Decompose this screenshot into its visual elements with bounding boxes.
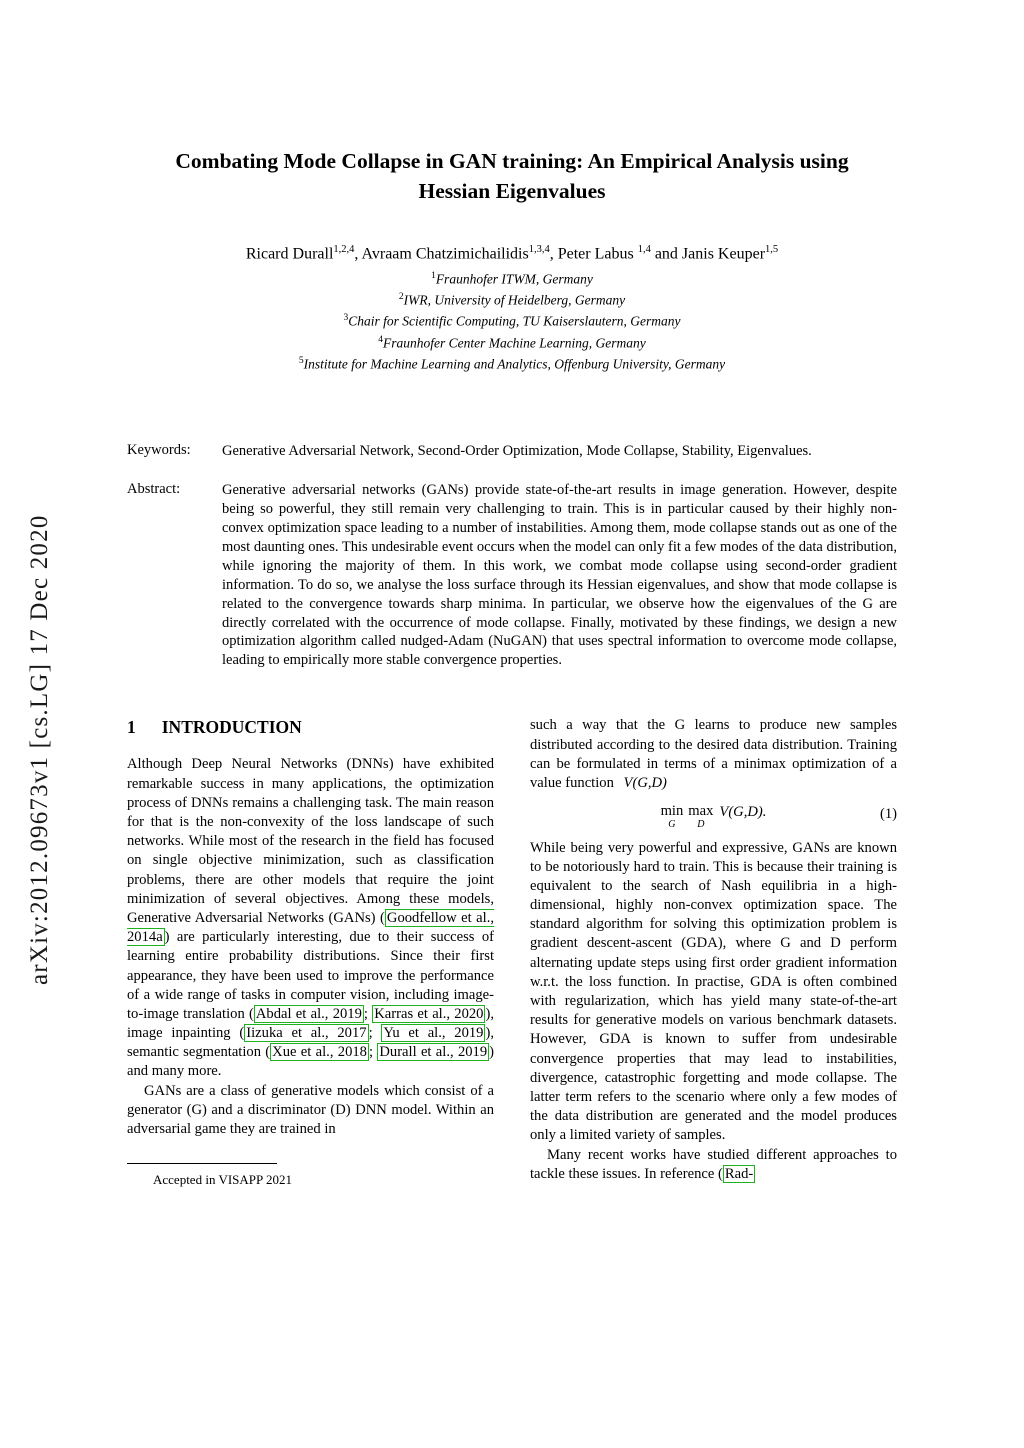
author-name: Ricard Durall (245, 245, 334, 263)
citation-link[interactable]: Xue et al., 2018 (272, 1044, 367, 1061)
author-superscript: 1,2,4 (333, 244, 355, 256)
abstract-label: Abstract: (127, 480, 181, 497)
affiliation-text: Fraunhofer Center Machine Learning, Germany (382, 335, 646, 351)
arxiv-watermark: arXiv:2012.09673v1 [cs.LG] 17 Dec 2020 (26, 514, 53, 986)
keywords-text: Generative Adversarial Network, Second-Order Optimization, Mode Collapse, Stability, Eigenvalues. (222, 442, 812, 459)
affiliations-block (127, 269, 897, 376)
equation-number: (1) (879, 806, 897, 823)
citation-link[interactable]: Goodfellow et al., 2014a (127, 909, 495, 946)
authors-line (127, 244, 897, 263)
affiliation-line (127, 311, 897, 332)
min-operator: min G (660, 803, 684, 830)
intro-paragraph-2: GANs are a class of generative models which consist of a generator (G) and a discriminator (D) DNN model. Within an adversarial game they are trained in (127, 1082, 494, 1138)
section-heading-introduction (127, 716, 494, 739)
body-text: ) and many more. (127, 1044, 495, 1080)
body-text: ) are particularly interesting, due to their success of learning entire probability distributions. Since their first appearance, they have been used to improve the performance of a wide range of tasks in computer vision, including image-to-image translation ( (127, 929, 494, 1022)
author-superscript: 1,4 (637, 244, 651, 256)
section-title: INTRODUCTION (161, 717, 302, 738)
paper-title: Combating Mode Collapse in GAN training: An Empirical Analysis using Hessian Eigenvalues (175, 149, 849, 204)
affiliation-line (127, 333, 897, 354)
body-text: ; (368, 1044, 378, 1061)
citation-link[interactable]: Abdal et al., 2019 (255, 1005, 362, 1022)
intro-paragraph-3 (530, 716, 897, 793)
footnote-accepted (127, 1163, 494, 1188)
citation-link[interactable]: Iizuka et al., 2017 (246, 1025, 367, 1042)
affiliation-superscript: 3 (343, 313, 349, 324)
left-column (127, 716, 494, 1188)
intro-paragraph-1 (127, 755, 494, 1081)
meta-block (127, 442, 897, 671)
max-operator: max D (688, 803, 714, 830)
inline-math: V(G,D) (623, 775, 667, 792)
citation-link[interactable]: Rad- (724, 1165, 754, 1182)
affiliation-text: Chair for Scientific Computing, TU Kaiserslautern, Germany (348, 313, 681, 329)
keywords-label: Keywords: (127, 441, 191, 458)
affiliation-line (127, 290, 897, 311)
footnote-text: Accepted in VISAPP 2021 (153, 1172, 293, 1188)
abstract-text: Generative adversarial networks (GANs) provide state-of-the-art results in image generation. However, despite being so powerful, they still remain very challenging to train. This is in particular caused by their highly non-convex optimization space leading to a number of instabilities. Among them, mode collapse stands out as one of the most daunting ones. This undesirable event occurs when the model can only fit a few modes of the data distribution, while ignoring the majority of them. In this work, we combat mode collapse using second-order gradient information. To do so, we analyse the loss surface through its Hessian eigenvalues, and show that mode collapse is related to the convergence towards sharp minima. In particular, we observe how the eigenvalues of the G are directly correlated with the occurrence of mode collapse. Finally, motivated by these findings, we design a new optimization algorithm called nudged-Adam (NuGAN) that uses spectral information to overcome mode collapse, leading to empirically more stable convergence properties. (222, 481, 897, 669)
footnote-rule (127, 1163, 277, 1164)
affiliation-line (127, 269, 897, 290)
intro-paragraph-4: While being very powerful and expressive, GANs are known to be notoriously hard to train. This is because their training is equivalent to the search of Nash equilibria in a high-dimensional, highly non-convex optimization space. The standard algorithm for solving this optimization problem is gradient descent-ascent (GDA), where G and D perform alternating update steps using first order gradient information w.r.t. the loss function. In practise, GDA is often combined with regularization, which has yield many state-of-the-art results for generative models on various benchmark datasets. However, GDA is known to suffer from undesirable convergence properties that may lead to instabilities, divergence, catastrophic forgetting and mode collapse. The latter term refers to the scenario where only a few modes of the data distribution are generated and the model produces only a limited variety of samples. (530, 839, 897, 1144)
affiliation-superscript: 2 (398, 291, 404, 302)
affiliation-superscript: 5 (298, 356, 304, 367)
citation-link[interactable]: Durall et al., 2019 (379, 1044, 488, 1061)
body-text: ), image inpainting ( (127, 1005, 494, 1042)
min-subscript: G (668, 818, 676, 830)
equation-body (661, 804, 767, 829)
affiliation-text: Institute for Machine Learning and Analytics, Offenburg University, Germany (303, 356, 726, 372)
paper-content (127, 0, 897, 1188)
right-column (530, 716, 897, 1188)
affiliation-superscript: 1 (431, 270, 436, 281)
author-superscript: 1,5 (765, 244, 779, 256)
affiliation-superscript: 4 (378, 334, 383, 345)
body-text: ; (368, 1025, 382, 1042)
body-text: Although Deep Neural Networks (DNNs) have exhibited remarkable success in many applications, the optimization process of DNNs remains a challenging task. The main reason for that is the non-convexity of the loss landscape of such networks. While most of the research in the field has focused on single objective minimization, such as classification problems, there are other models that require the joint minimization of several objectives. Among these models, Generative Adversarial Networks (GANs) ( (127, 756, 494, 926)
body-text: such a way that the G learns to produce new samples distributed according to the desired data distribution. Training can be formulated in terms of a minimax optimization of a value function (530, 717, 897, 792)
affiliation-text: IWR, University of Heidelberg, Germany (403, 292, 626, 308)
max-subscript: D (697, 818, 705, 830)
body-text: ; (363, 1005, 373, 1022)
equation-expression: V(G,D). (719, 804, 767, 821)
citation-link[interactable]: Karras et al., 2020 (374, 1005, 484, 1022)
body-text: ), semantic segmentation ( (127, 1025, 494, 1061)
affiliation-text: Fraunhofer ITWM, Germany (435, 271, 593, 287)
body-text: Many recent works have studied different approaches to tackle these issues. In reference ( (530, 1146, 897, 1182)
author-name: , Avraam Chatzimichailidis (354, 245, 529, 263)
two-column-body (127, 716, 897, 1188)
equation-1 (530, 802, 897, 829)
intro-paragraph-5 (530, 1146, 897, 1184)
section-number: 1 (127, 717, 136, 738)
author-name: , Peter Labus (549, 245, 638, 263)
keywords-row (127, 442, 897, 461)
author-name: and Janis Keuper (650, 245, 766, 263)
affiliation-line (127, 354, 897, 375)
author-superscript: 1,3,4 (528, 244, 550, 256)
abstract-row (127, 481, 897, 671)
citation-link[interactable]: Yu et al., 2019 (383, 1025, 484, 1042)
